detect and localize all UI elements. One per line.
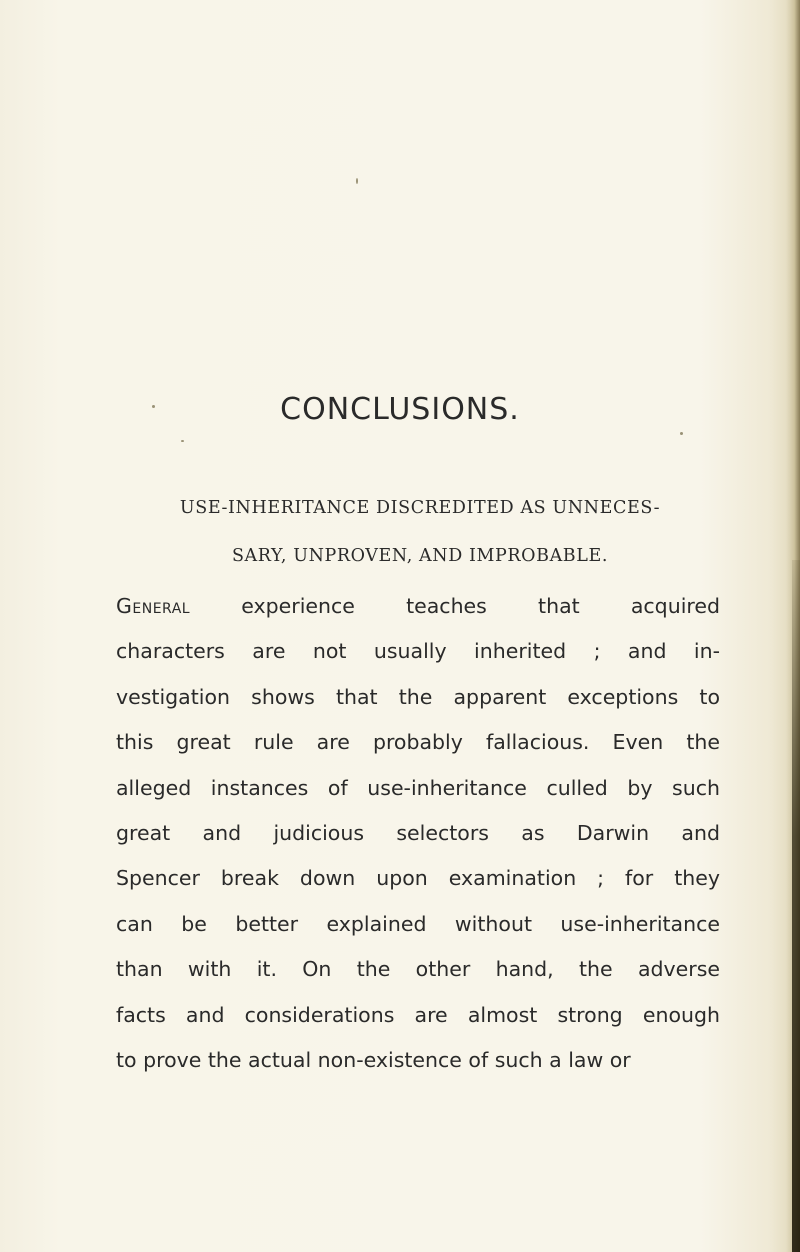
chapter-heading: CONCLUSIONS. bbox=[280, 392, 520, 427]
paragraph-line: vestigation shows that the apparent exceptions to bbox=[116, 684, 720, 709]
chapter-subheading bbox=[120, 484, 720, 580]
paragraph-opening-word: General bbox=[116, 594, 191, 618]
paragraph-line: Spencer break down upon examination ; for they bbox=[116, 866, 720, 891]
paragraph-line: facts and considerations are almost strong enough bbox=[116, 1002, 720, 1027]
paper-speck bbox=[356, 178, 358, 184]
page-edge-binding bbox=[792, 560, 800, 1252]
paragraph-line: alleged instances of use-inheritance culled by such bbox=[116, 775, 720, 800]
paper-speck bbox=[181, 440, 184, 442]
paper-speck bbox=[680, 432, 683, 435]
paragraph-line: this great rule are probably fallacious. Even the bbox=[116, 730, 720, 755]
paragraph-line: characters are not usually inherited ; and in- bbox=[116, 639, 720, 664]
paragraph-line: great and judicious selectors as Darwin and bbox=[116, 821, 720, 846]
body-paragraph bbox=[116, 584, 720, 1083]
paragraph-line bbox=[116, 584, 720, 629]
paragraph-first-line-text: experience teaches that acquired bbox=[190, 594, 720, 618]
subheading-line: USE-INHERITANCE DISCREDITED AS UNNECES- bbox=[179, 498, 661, 518]
paragraph-line: than with it. On the other hand, the adverse bbox=[116, 957, 720, 982]
paragraph-line: to prove the actual non-existence of such a law or bbox=[116, 1048, 631, 1073]
paragraph-line: can be better explained without use-inheritance bbox=[116, 911, 720, 936]
subheading-line: SARY, UNPROVEN, AND IMPROBABLE. bbox=[231, 546, 609, 566]
